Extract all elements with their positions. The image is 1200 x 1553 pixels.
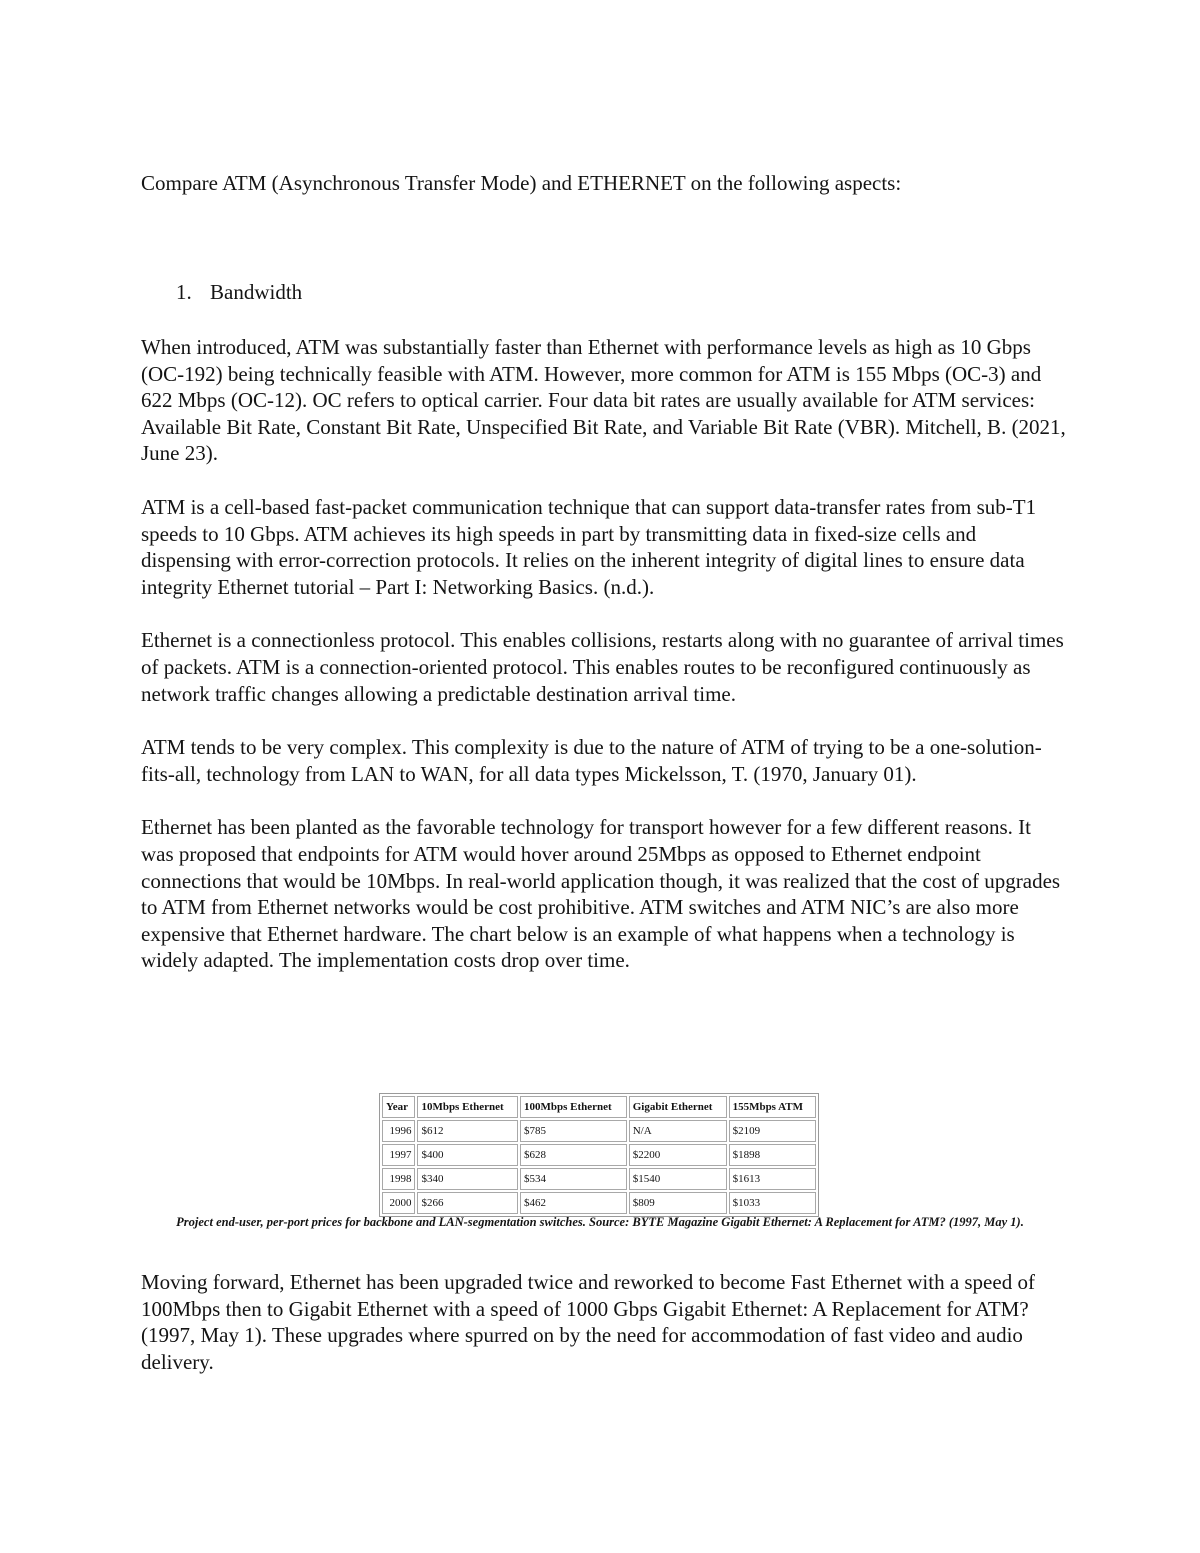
list-item-bandwidth	[176, 279, 302, 306]
price-table-wrapper	[379, 1093, 819, 1217]
table-cell: $1613	[729, 1168, 816, 1190]
table-header-cell: 155Mbps ATM	[729, 1096, 816, 1118]
table-cell: $612	[417, 1120, 518, 1142]
list-item-label: Bandwidth	[210, 280, 303, 304]
table-header-cell: Year	[382, 1096, 415, 1118]
table-cell: 1997	[382, 1144, 415, 1166]
paragraph: Ethernet is a connectionless protocol. This enables collisions, restarts along with no guarantee of arrival times of packets. ATM is a connection-oriented protocol. This enables routes to be reconfigured continuously as network traffic changes allowing a predictable destination arrival time.	[141, 628, 1064, 706]
table-cell: $1033	[729, 1192, 816, 1214]
table-header-row	[382, 1096, 816, 1118]
table-cell: $785	[520, 1120, 627, 1142]
table-header-cell: Gigabit Ethernet	[629, 1096, 727, 1118]
body-text	[141, 334, 1066, 1001]
table-cell: $809	[629, 1192, 727, 1214]
table-cell: $628	[520, 1144, 627, 1166]
table-cell: $2200	[629, 1144, 727, 1166]
table-cell: $462	[520, 1192, 627, 1214]
list-item-number: 1.	[176, 280, 192, 304]
table-cell: $266	[417, 1192, 518, 1214]
paragraph: Ethernet has been planted as the favorable technology for transport however for a few different reasons. It was proposed that endpoints for ATM would hover around 25Mbps as opposed to Ethernet endpoint connections that would be 10Mbps. In real-world application though, it was realized that the cost of upgrades to ATM from Ethernet networks would be cost prohibitive. ATM switches and ATM NIC’s are also more expensive that Ethernet hardware. The chart below is an example of what happens when a technology is widely adapted. The implementation costs drop over time.	[141, 815, 1061, 973]
table-cell: $400	[417, 1144, 518, 1166]
table-cell: $1898	[729, 1144, 816, 1166]
table-cell: $2109	[729, 1120, 816, 1142]
table-cell: $340	[417, 1168, 518, 1190]
paragraph: When introduced, ATM was substantially faster than Ethernet with performance levels as high as 10 Gbps (OC-192) being technically feasible with ATM. However, more common for ATM is 155 Mbps (OC-3) and 622 Mbps (OC-12). OC refers to optical carrier. Four data bit rates are usually available for ATM services: Available Bit Rate, Constant Bit Rate, Unspecified Bit Rate, and Variable Bit Rate (VBR). Mitchell, B. (2021, June 23).	[141, 335, 1066, 466]
table-row	[382, 1192, 816, 1214]
table-caption: Project end-user, per-port prices for backbone and LAN-segmentation switches. Source: BYTE Magazine Gigabit Ethernet: A Replacement for ATM? (1997, May 1).	[176, 1215, 1024, 1229]
table-row	[382, 1168, 816, 1190]
table-header-cell: 100Mbps Ethernet	[520, 1096, 627, 1118]
table-cell: 1996	[382, 1120, 415, 1142]
table-cell: $1540	[629, 1168, 727, 1190]
closing-paragraph: Moving forward, Ethernet has been upgraded twice and reworked to become Fast Ethernet with a speed of 100Mbps then to Gigabit Ethernet with a speed of 1000 Gbps Gigabit Ethernet: A Replacement for ATM? (1997, May 1). These upgrades where spurred on by the need for accommodation of fast video and audio delivery.	[141, 1270, 1035, 1374]
table-cell: $534	[520, 1168, 627, 1190]
table-cell: N/A	[629, 1120, 727, 1142]
table-row	[382, 1144, 816, 1166]
table-row	[382, 1120, 816, 1142]
price-table	[379, 1093, 819, 1217]
table-cell: 1998	[382, 1168, 415, 1190]
paragraph: ATM is a cell-based fast-packet communication technique that can support data-transfer rates from sub-T1 speeds to 10 Gbps. ATM achieves its high speeds in part by transmitting data in fixed-size cells and dispensing with error-correction protocols. It relies on the inherent integrity of digital lines to ensure data integrity Ethernet tutorial – Part I: Networking Basics. (n.d.).	[141, 494, 1037, 599]
table-cell: 2000	[382, 1192, 415, 1214]
intro-text: Compare ATM (Asynchronous Transfer Mode) and ETHERNET on the following aspects:	[141, 171, 902, 195]
paragraph: ATM tends to be very complex. This complexity is due to the nature of ATM of trying to be a one-solution-fits-all, technology from LAN to WAN, for all data types Mickelsson, T. (1970, January 01).	[141, 735, 1042, 786]
table-header-cell: 10Mbps Ethernet	[417, 1096, 518, 1118]
